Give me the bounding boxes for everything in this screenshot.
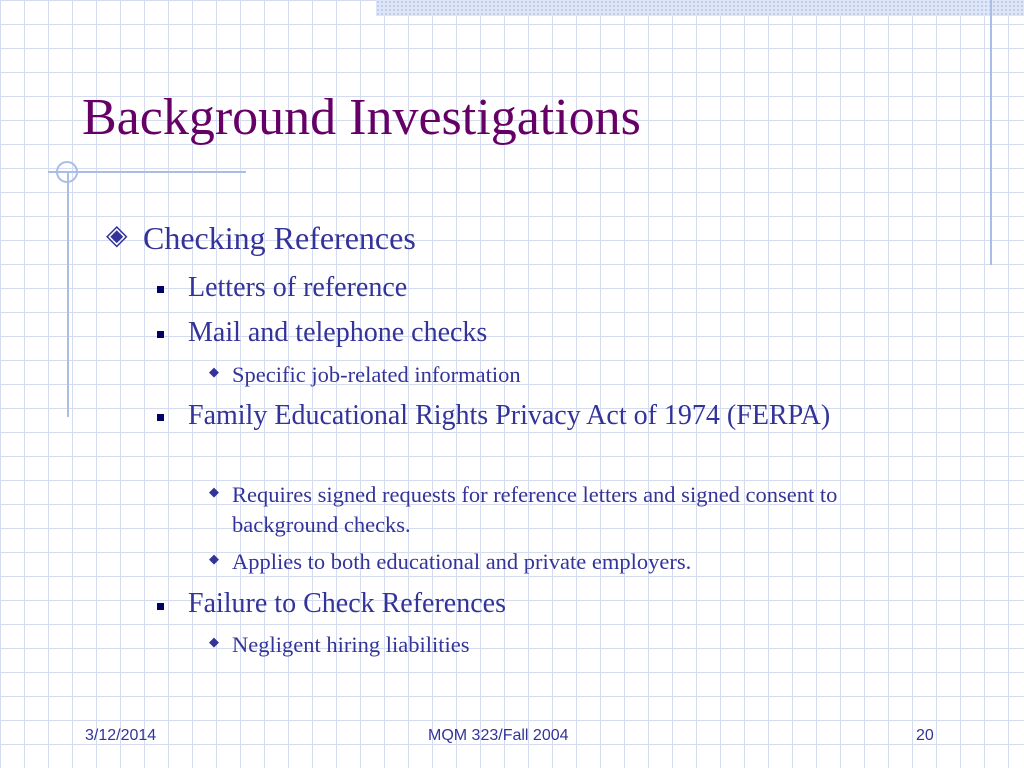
diamond-bullet-icon: ◈: [106, 220, 128, 251]
small-diamond-bullet-icon: ◆: [209, 634, 219, 649]
bullet-ferpa: Family Educational Rights Privacy Act of 1974 (FERPA): [188, 400, 831, 431]
small-diamond-bullet-icon: ◆: [209, 551, 219, 566]
footer-course: MQM 323/Fall 2004: [428, 727, 569, 744]
square-bullet-icon: [157, 603, 164, 610]
bullet-applies-to-employers: Applies to both educational and private employers.: [232, 549, 692, 574]
footer-page-number: 20: [916, 727, 934, 744]
footer-date: 3/12/2014: [85, 727, 157, 744]
bullet-specific-job-info: Specific job-related information: [232, 362, 521, 387]
bullet-requires-signed-requests: Requires signed requests for reference letters and signed consent to background checks.: [232, 482, 838, 537]
bullet-mail-telephone-checks: Mail and telephone checks: [188, 317, 488, 348]
slide-title: Background Investigations: [82, 89, 641, 146]
bullet-negligent-hiring: Negligent hiring liabilities: [232, 632, 470, 657]
square-bullet-icon: [157, 286, 164, 293]
bullet-letters-of-reference: Letters of reference: [188, 272, 408, 303]
square-bullet-icon: [157, 414, 164, 421]
bullet-checking-references: Checking References: [143, 220, 416, 256]
small-diamond-bullet-icon: ◆: [209, 364, 219, 379]
small-diamond-bullet-icon: ◆: [209, 484, 219, 499]
bullet-failure-to-check: Failure to Check References: [188, 588, 506, 619]
square-bullet-icon: [157, 331, 164, 338]
